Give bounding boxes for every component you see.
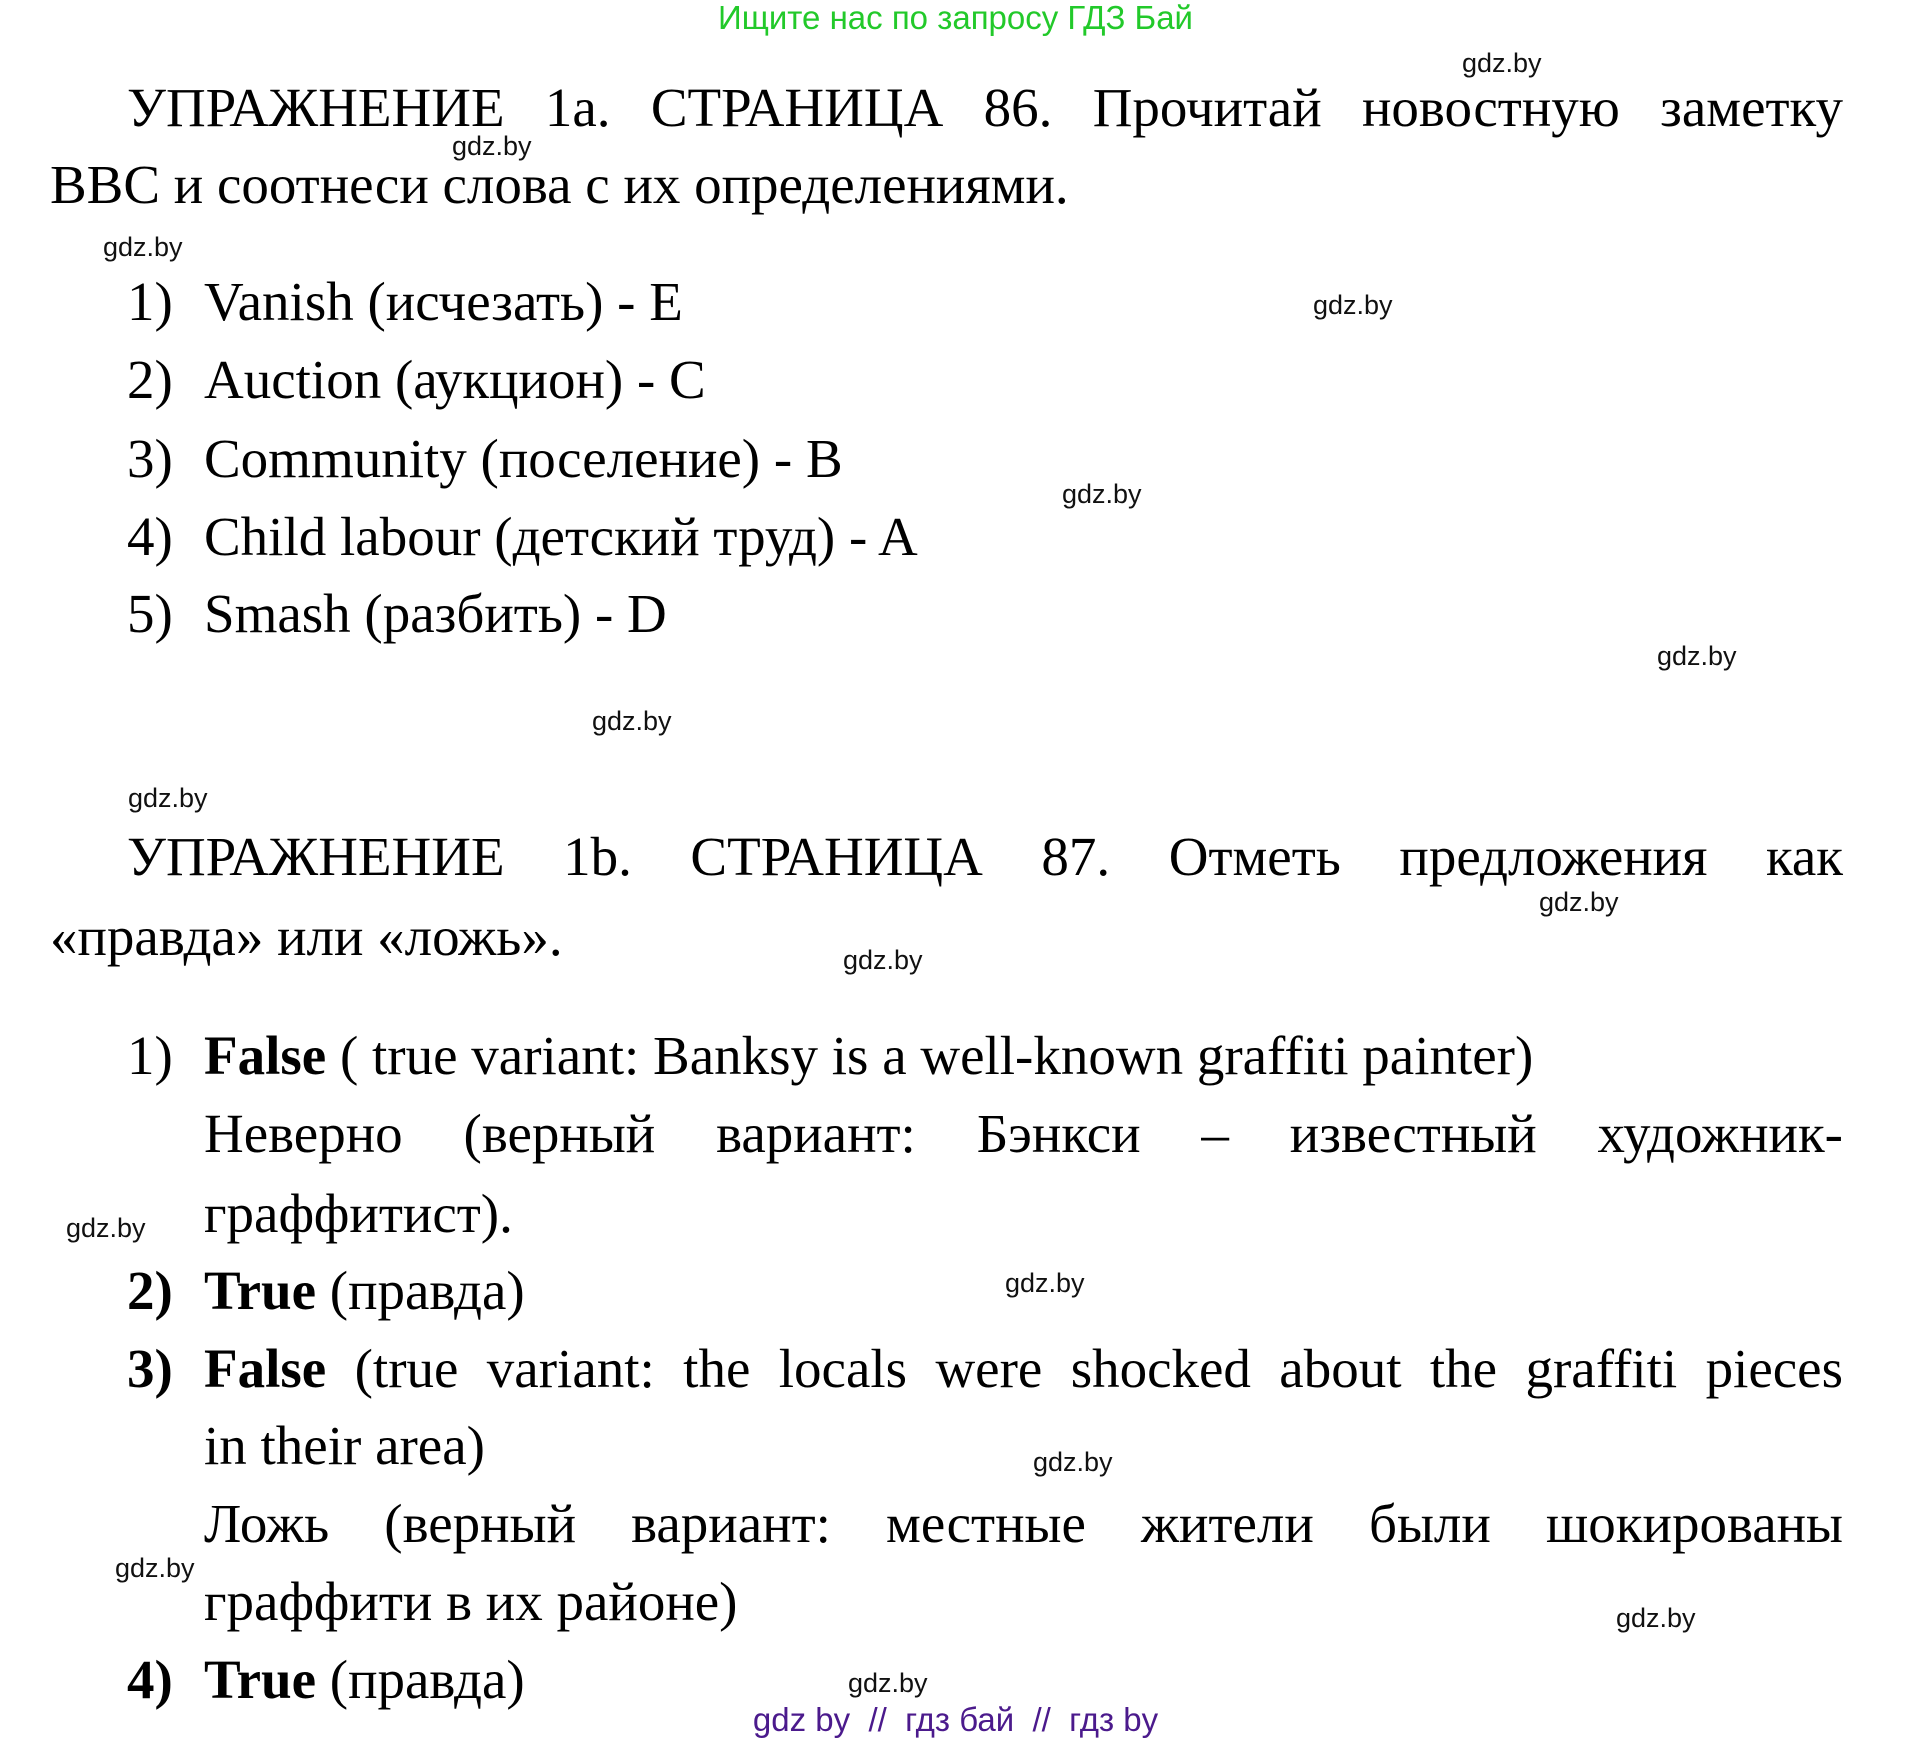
answer-translation: Ложь (верный вариант: местные жители были шокированы bbox=[204, 1493, 1843, 1554]
list-item: 2) Auction (аукцион) - C bbox=[127, 349, 706, 410]
watermark: gdz.by bbox=[848, 1668, 928, 1698]
exercise-1a-heading: УПРАЖНЕНИЕ 1а. СТРАНИЦА 86. Прочитай новостную заметку bbox=[127, 77, 1843, 138]
exercise-1a-heading-cont: BBC и соотнеси слова с их определениями. bbox=[50, 154, 1069, 215]
watermark: gdz.by bbox=[1062, 479, 1142, 509]
answer-item: 2) True (правда) bbox=[127, 1260, 525, 1321]
watermark: gdz.by bbox=[115, 1553, 195, 1583]
verdict: False bbox=[204, 1025, 327, 1086]
exercise-1b-heading: УПРАЖНЕНИЕ 1b. СТРАНИЦА 87. Отметь предложения как bbox=[127, 826, 1843, 887]
watermark: gdz.by bbox=[592, 706, 672, 736]
list-item: 1) Vanish (исчезать) - E bbox=[127, 271, 683, 332]
exercise-1b-heading-cont: «правда» или «ложь». bbox=[50, 906, 563, 967]
list-item: 5) Smash (разбить) - D bbox=[127, 583, 667, 644]
answer-item: 4) True (правда) bbox=[127, 1649, 525, 1710]
answer-item: 3) False (true variant: the locals were shocked about the graffiti pieces bbox=[127, 1338, 1843, 1399]
watermark: gdz.by bbox=[1033, 1447, 1113, 1477]
answer-item-cont: in their area) bbox=[204, 1415, 485, 1476]
watermark: gdz.by bbox=[1616, 1603, 1696, 1633]
list-item: 3) Community (поселение) - B bbox=[127, 428, 843, 489]
watermark: gdz.by bbox=[1313, 290, 1393, 320]
watermark: gdz.by bbox=[1539, 887, 1619, 917]
verdict: True bbox=[204, 1649, 317, 1710]
watermark: gdz.by bbox=[103, 232, 183, 262]
watermark: gdz.by bbox=[66, 1213, 146, 1243]
watermark: gdz.by bbox=[1005, 1268, 1085, 1298]
watermark: gdz.by bbox=[128, 783, 208, 813]
watermark: gdz.by bbox=[1462, 48, 1542, 78]
answer-item: 1) False ( true variant: Banksy is a well-known graffiti painter) bbox=[127, 1025, 1534, 1086]
watermark: gdz.by bbox=[843, 945, 923, 975]
watermark: gdz.by bbox=[1657, 641, 1737, 671]
answer-translation-cont: граффити в их районе) bbox=[204, 1571, 738, 1632]
search-banner: Ищите нас по запросу ГДЗ Бай bbox=[718, 0, 1193, 36]
list-item: 4) Child labour (детский труд) - A bbox=[127, 506, 918, 567]
answer-translation: Неверно (верный вариант: Бэнкси – известный художник- bbox=[204, 1103, 1843, 1164]
answer-translation-cont: граффитист). bbox=[204, 1183, 513, 1244]
verdict: True bbox=[204, 1260, 317, 1321]
verdict: False bbox=[204, 1338, 327, 1399]
watermark: gdz.by bbox=[452, 131, 532, 161]
footer-links: gdz by // гдз бай // гдз by bbox=[752, 1701, 1159, 1738]
